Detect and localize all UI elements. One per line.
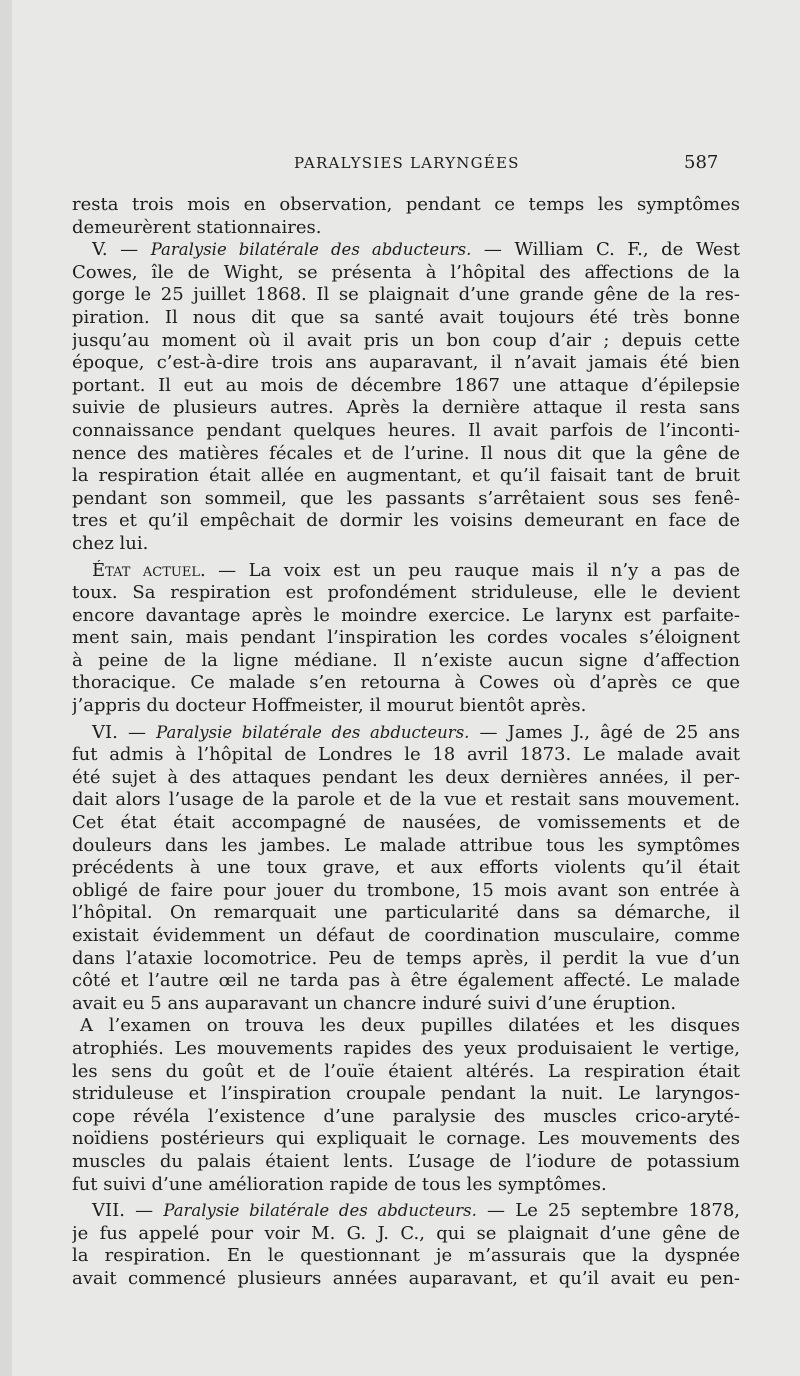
text-run: — William C. F., de West [471, 239, 740, 261]
etat-actuel-paragraph [72, 560, 740, 583]
section-title: Paralysie bilatérale des abducteurs. [150, 240, 472, 260]
text-line: jusqu’au moment où il avait pris un bon coup d’air ; depuis cette [72, 329, 740, 351]
text-line: nence des matières fécales et de l’urine. Il nous dit que la gêne de [72, 442, 740, 464]
book-page [12, 0, 800, 1376]
text-line: avait eu 5 ans auparavant un chancre induré suivi d’une éruption. [72, 992, 677, 1014]
section-number: V. — [92, 239, 151, 261]
text-line: demeurèrent stationnaires. [72, 216, 322, 238]
text-line: connaissance pendant quelques heures. Il avait parfois de l’inconti- [72, 419, 740, 441]
text-line: je fus appelé pour voir M. G. J. C., qui se plaignait d’une gêne de [72, 1222, 740, 1244]
text-line: encore davantage après le moindre exercice. Le larynx est parfaite- [72, 604, 740, 626]
text-line: striduleuse et l’inspiration croupale pendant la nuit. Le laryngos- [72, 1083, 740, 1105]
text-line: la respiration. En le questionnant je m’assurais que la dyspnée [72, 1245, 740, 1267]
text-line: resta trois mois en observation, pendant ce temps les symptômes [72, 194, 740, 215]
text-line: noïdiens postérieurs qui expliquait le cornage. Les mouvements des [72, 1128, 740, 1150]
text-line: cope révéla l’existence d’une paralysie des muscles crico-aryté- [72, 1105, 740, 1127]
section-title: Paralysie bilatérale des abducteurs. [156, 722, 470, 742]
text-line: Cet état était accompagné de nausées, de vomissements et de [72, 812, 740, 834]
text-line: gorge le 25 juillet 1868. Il se plaignait d’une grande gêne de la res- [72, 284, 740, 306]
text-line: Cowes, île de Wight, se présenta à l’hôpital des affections de la [72, 261, 740, 283]
text-line: les sens du goût et de l’ouïe étaient altérés. La respiration était [72, 1060, 740, 1082]
text-line: ment sain, mais pendant l’inspiration les cordes vocales s’éloignent [72, 627, 740, 649]
text-line: avait commencé plusieurs années auparavant, et qu’il avait eu pen- [72, 1267, 740, 1289]
text-line: côté et l’autre œil ne tarda pas à être également affecté. Le malade [72, 970, 740, 992]
section-number: VI. — [92, 721, 157, 743]
text-line: la respiration était allée en augmentant, et qu’il faisait tant de bruit [72, 465, 740, 487]
page-header [12, 154, 800, 178]
text-line: j’appris du docteur Hoffmeister, il mourut bientôt après. [72, 695, 587, 717]
text-line: muscles du palais étaient lents. L’usage de l’iodure de potassium [72, 1150, 740, 1172]
text-line: fut suivi d’une amélioration rapide de tous les symptômes. [72, 1173, 607, 1195]
text-line: suivie de plusieurs autres. Après la dernière attaque il resta sans [72, 397, 740, 419]
text-line: fut admis à l’hôpital de Londres le 18 avril 1873. Le malade avait [72, 744, 740, 766]
text-line: douleurs dans les jambes. Le malade attribue tous les symptômes [72, 834, 740, 856]
running-title: PARALYSIES LARYNGÉES [294, 154, 520, 172]
section-number: VII. — [92, 1200, 164, 1222]
text-line: dait alors l’usage de la parole et de la vue et restait sans mouvement. [72, 789, 740, 811]
text-run: — La voix est un peu rauque mais il n’y a pas de [205, 559, 740, 581]
text-line: à peine de la ligne médiane. Il n’existe aucun signe d’affection [72, 649, 740, 671]
page-number: 587 [684, 152, 719, 173]
text-line: A l’examen on trouva les deux pupilles dilatées et les disques [80, 1015, 740, 1037]
text-line: pendant son sommeil, que les passants s’arrêtaient sous ses fenê- [72, 487, 740, 509]
section-title: Paralysie bilatérale des abducteurs. [163, 1201, 477, 1221]
observation-vi-heading [72, 722, 740, 745]
text-line: précédents à une toux grave, et aux efforts violents qu’il était [72, 857, 740, 879]
text-line: époque, c’est-à-dire trois ans auparavant, il n’avait jamais été bien [72, 352, 740, 374]
text-line: l’hôpital. On remarquait une particularité dans sa démarche, il [72, 902, 740, 924]
text-line: tres et qu’il empêchait de dormir les voisins demeurant en face de [72, 510, 740, 532]
text-line: piration. Il nous dit que sa santé avait toujours été très bonne [72, 306, 740, 328]
text-run: — James J., âgé de 25 ans [469, 721, 740, 743]
text-line: chez lui. [72, 532, 149, 554]
observation-v-heading [72, 239, 740, 262]
text-line: dans l’ataxie locomotrice. Peu de temps après, il perdit la vue d’un [72, 947, 740, 969]
text-line: été sujet à des attaques pendant les deux dernières années, il per- [72, 766, 740, 788]
text-line: atrophiés. Les mouvements rapides des yeux produisaient le vertige, [72, 1037, 740, 1059]
observation-vii-heading [72, 1200, 740, 1223]
text-line: portant. Il eut au mois de décembre 1867 une attaque d’épilepsie [72, 374, 740, 396]
text-run: — Le 25 septembre 1878, [476, 1200, 740, 1222]
text-line: existait évidemment un défaut de coordination musculaire, comme [72, 925, 740, 946]
text-line: obligé de faire pour jouer du trombone, 15 mois avant son entrée à [72, 879, 740, 901]
section-label: État actuel. [92, 559, 206, 581]
text-line: toux. Sa respiration est profondément striduleuse, elle le devient [72, 582, 740, 604]
text-line: thoracique. Ce malade s’en retourna à Cowes où d’après ce que [72, 672, 740, 694]
body-text [72, 194, 740, 1291]
